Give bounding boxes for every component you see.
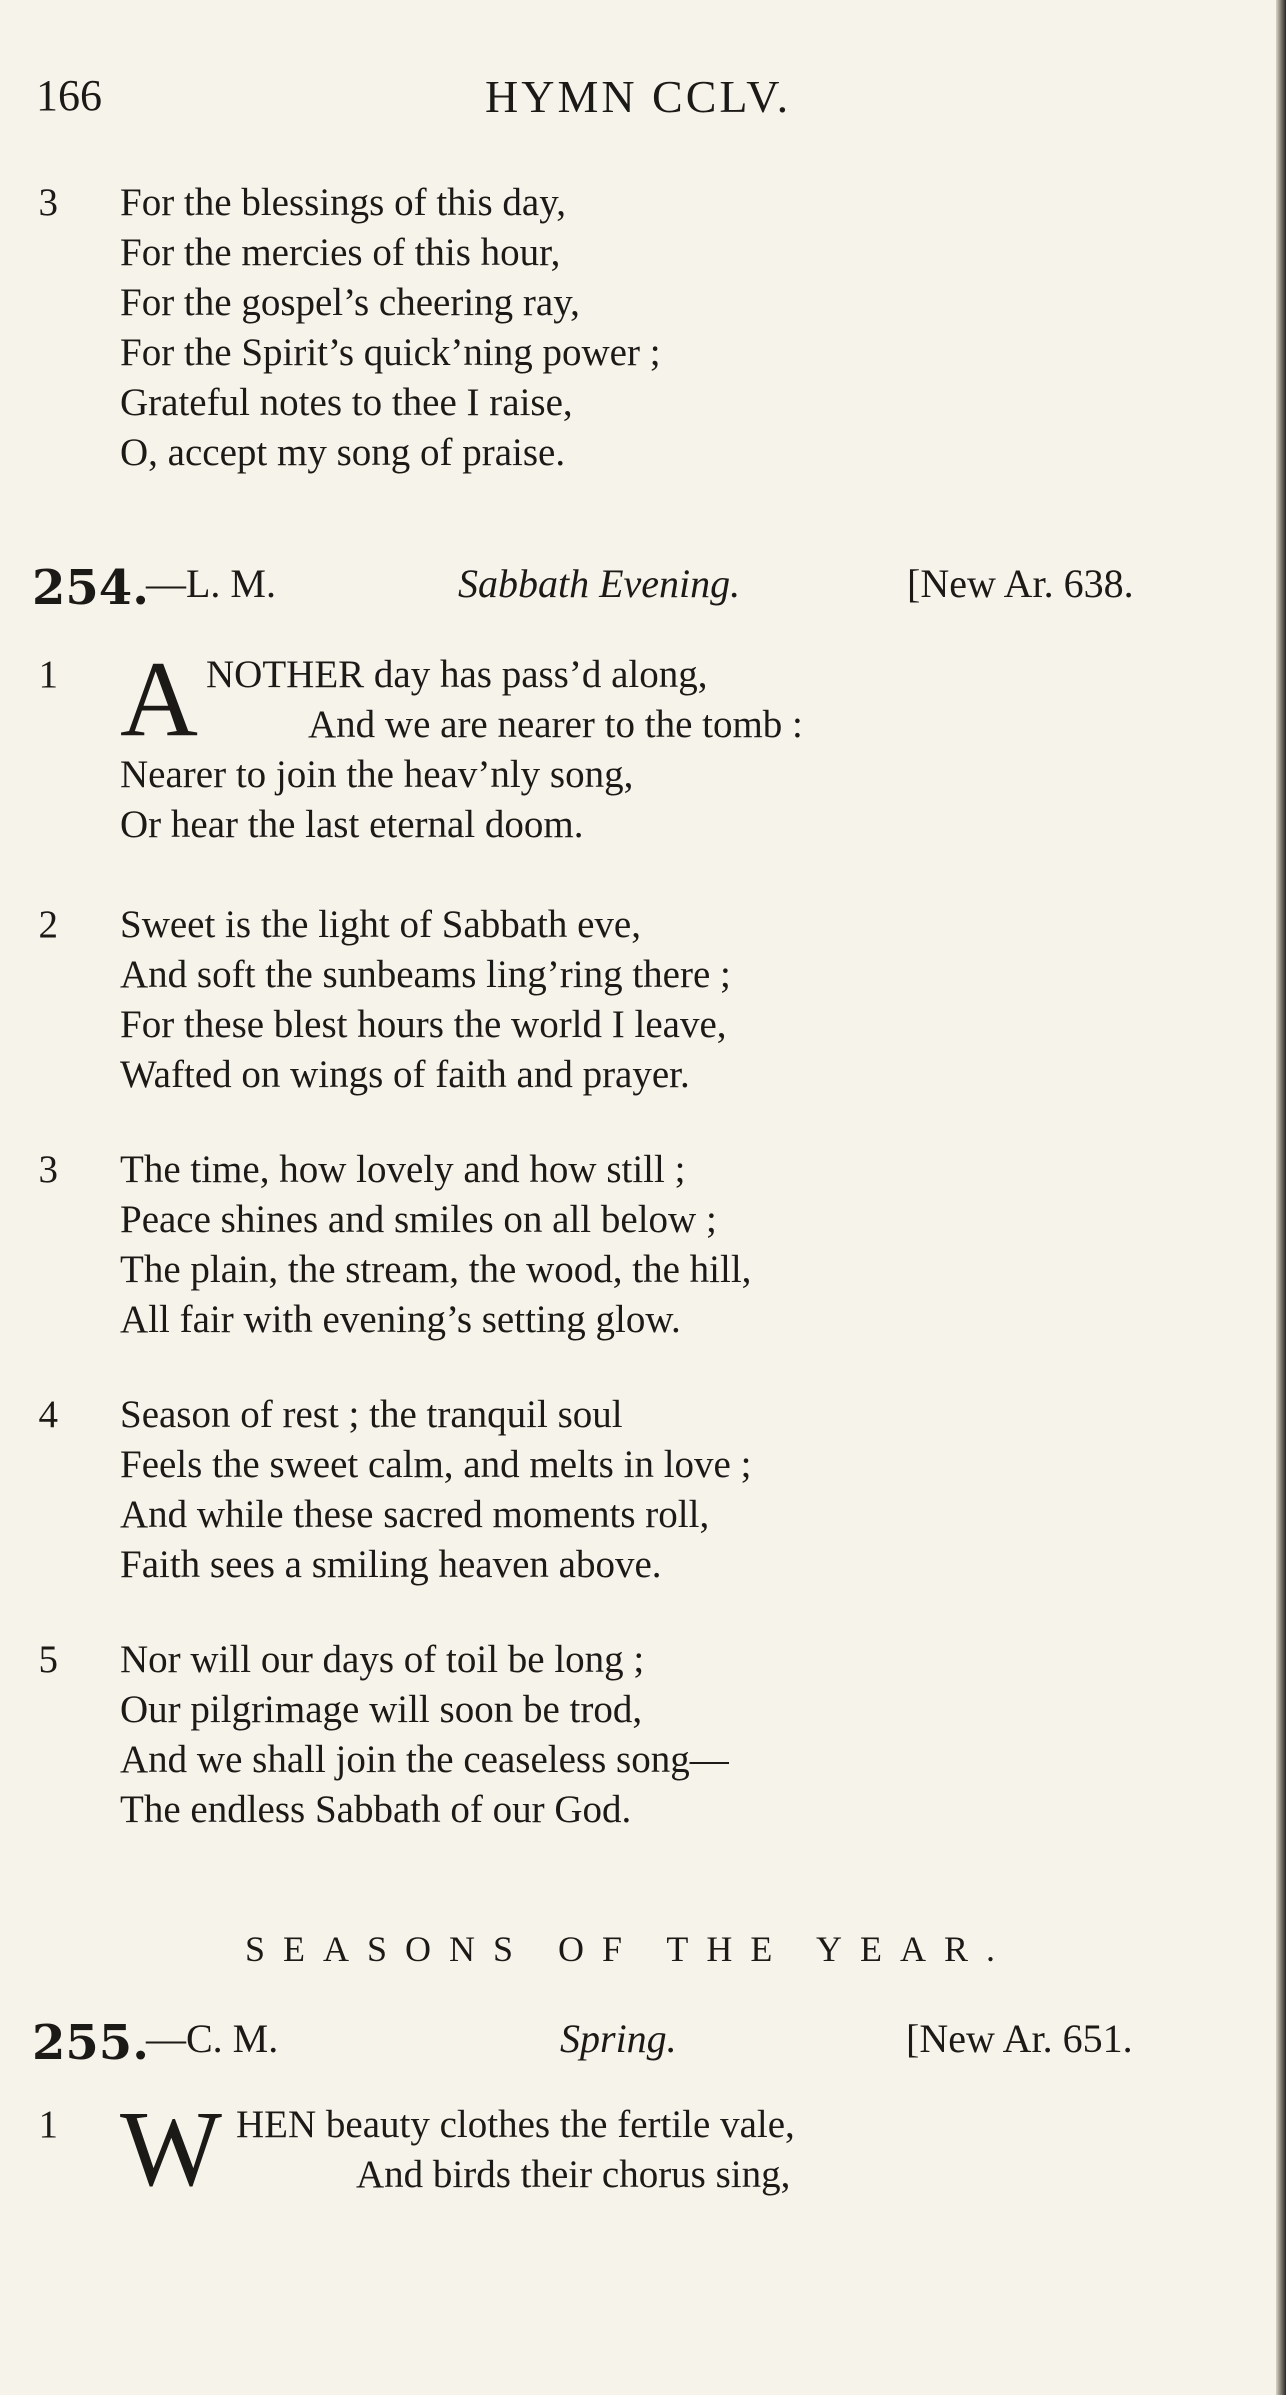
hymn-number: 255. — [32, 2015, 149, 2071]
verse-line: HEN beauty clothes the fertile vale, — [236, 2103, 795, 2146]
verse-line: Wafted on wings of faith and prayer. — [120, 1053, 690, 1096]
hymn-255-stanza-1 — [38, 2090, 795, 2209]
verse-line: NOTHER day has pass’d along, — [206, 653, 708, 696]
drop-cap-letter: W — [120, 2090, 222, 2209]
verse-line: The endless Sabbath of our God. — [120, 1788, 632, 1831]
verse-line: And birds their chorus sing, — [356, 2153, 791, 2196]
stanza-number: 4 — [38, 1393, 58, 1436]
drop-cap-letter: A — [120, 640, 198, 759]
verse-line: All fair with evening’s setting glow. — [120, 1298, 681, 1341]
hymn-meter: —L. M. — [146, 561, 276, 606]
stanza-number: 2 — [38, 903, 58, 946]
verse-line: For the gospel’s cheering ray, — [120, 281, 580, 324]
verse-line: Season of rest ; the tranquil soul — [120, 1393, 623, 1436]
hymn-tune-reference: [New Ar. 638. — [907, 561, 1134, 606]
stanza-number: 1 — [38, 2103, 58, 2146]
hymn-254-stanza-3 — [38, 1145, 752, 1345]
verse-line: For these blest hours the world I leave, — [120, 1003, 727, 1046]
stanza-number: 3 — [38, 1148, 58, 1191]
hymn-meter: —C. M. — [146, 2016, 279, 2061]
verse-line: Nor will our days of toil be long ; — [120, 1638, 645, 1681]
page-edge-shadow — [1276, 0, 1286, 2395]
verse-line: And soft the sunbeams ling’ring there ; — [120, 953, 731, 996]
verse-line: For the blessings of this day, — [120, 181, 566, 224]
page-number: 166 — [36, 71, 102, 120]
hymn-254-heading — [32, 560, 1242, 616]
verse-line: Peace shines and smiles on all below ; — [120, 1198, 717, 1241]
prev-hymn-stanza-3 — [38, 178, 661, 478]
verse-line: Or hear the last eternal doom. — [120, 803, 584, 846]
hymn-254-stanza-1 — [38, 640, 803, 850]
verse-line: Faith sees a smiling heaven above. — [120, 1543, 662, 1586]
hymn-254-stanza-5 — [38, 1635, 729, 1835]
hymn-255-heading — [32, 2015, 1242, 2071]
stanza-number: 3 — [38, 181, 58, 224]
verse-line: Grateful notes to thee I raise, — [120, 381, 573, 424]
verse-line: And we shall join the ceaseless song— — [120, 1738, 729, 1781]
hymn-tune-reference: [New Ar. 651. — [906, 2016, 1133, 2061]
hymn-254-stanza-2 — [38, 900, 731, 1100]
verse-line: O, accept my song of praise. — [120, 431, 566, 474]
running-title: HYMN CCLV. — [485, 71, 792, 122]
verse-line: Feels the sweet calm, and melts in love ; — [120, 1443, 752, 1486]
verse-line: The plain, the stream, the wood, the hill, — [120, 1248, 752, 1291]
verse-line: For the Spirit’s quick’ning power ; — [120, 331, 661, 374]
section-heading: SEASONS OF THE YEAR. — [245, 1929, 1014, 1969]
verse-line: And while these sacred moments roll, — [120, 1493, 710, 1536]
page-header — [0, 70, 1286, 130]
hymn-254-stanza-4 — [38, 1390, 752, 1590]
hymn-title: Sabbath Evening. — [458, 561, 741, 606]
verse-line: Nearer to join the heav’nly song, — [120, 753, 634, 796]
verse-line: For the mercies of this hour, — [120, 231, 561, 274]
hymn-number: 254. — [32, 560, 149, 616]
verse-line: And we are nearer to the tomb : — [308, 703, 803, 746]
stanza-number: 5 — [38, 1638, 58, 1681]
verse-line: Sweet is the light of Sabbath eve, — [120, 903, 641, 946]
hymn-title: Spring. — [560, 2016, 677, 2061]
verse-line: The time, how lovely and how still ; — [120, 1148, 686, 1191]
verse-line: Our pilgrimage will soon be trod, — [120, 1688, 643, 1731]
stanza-number: 1 — [38, 653, 58, 696]
